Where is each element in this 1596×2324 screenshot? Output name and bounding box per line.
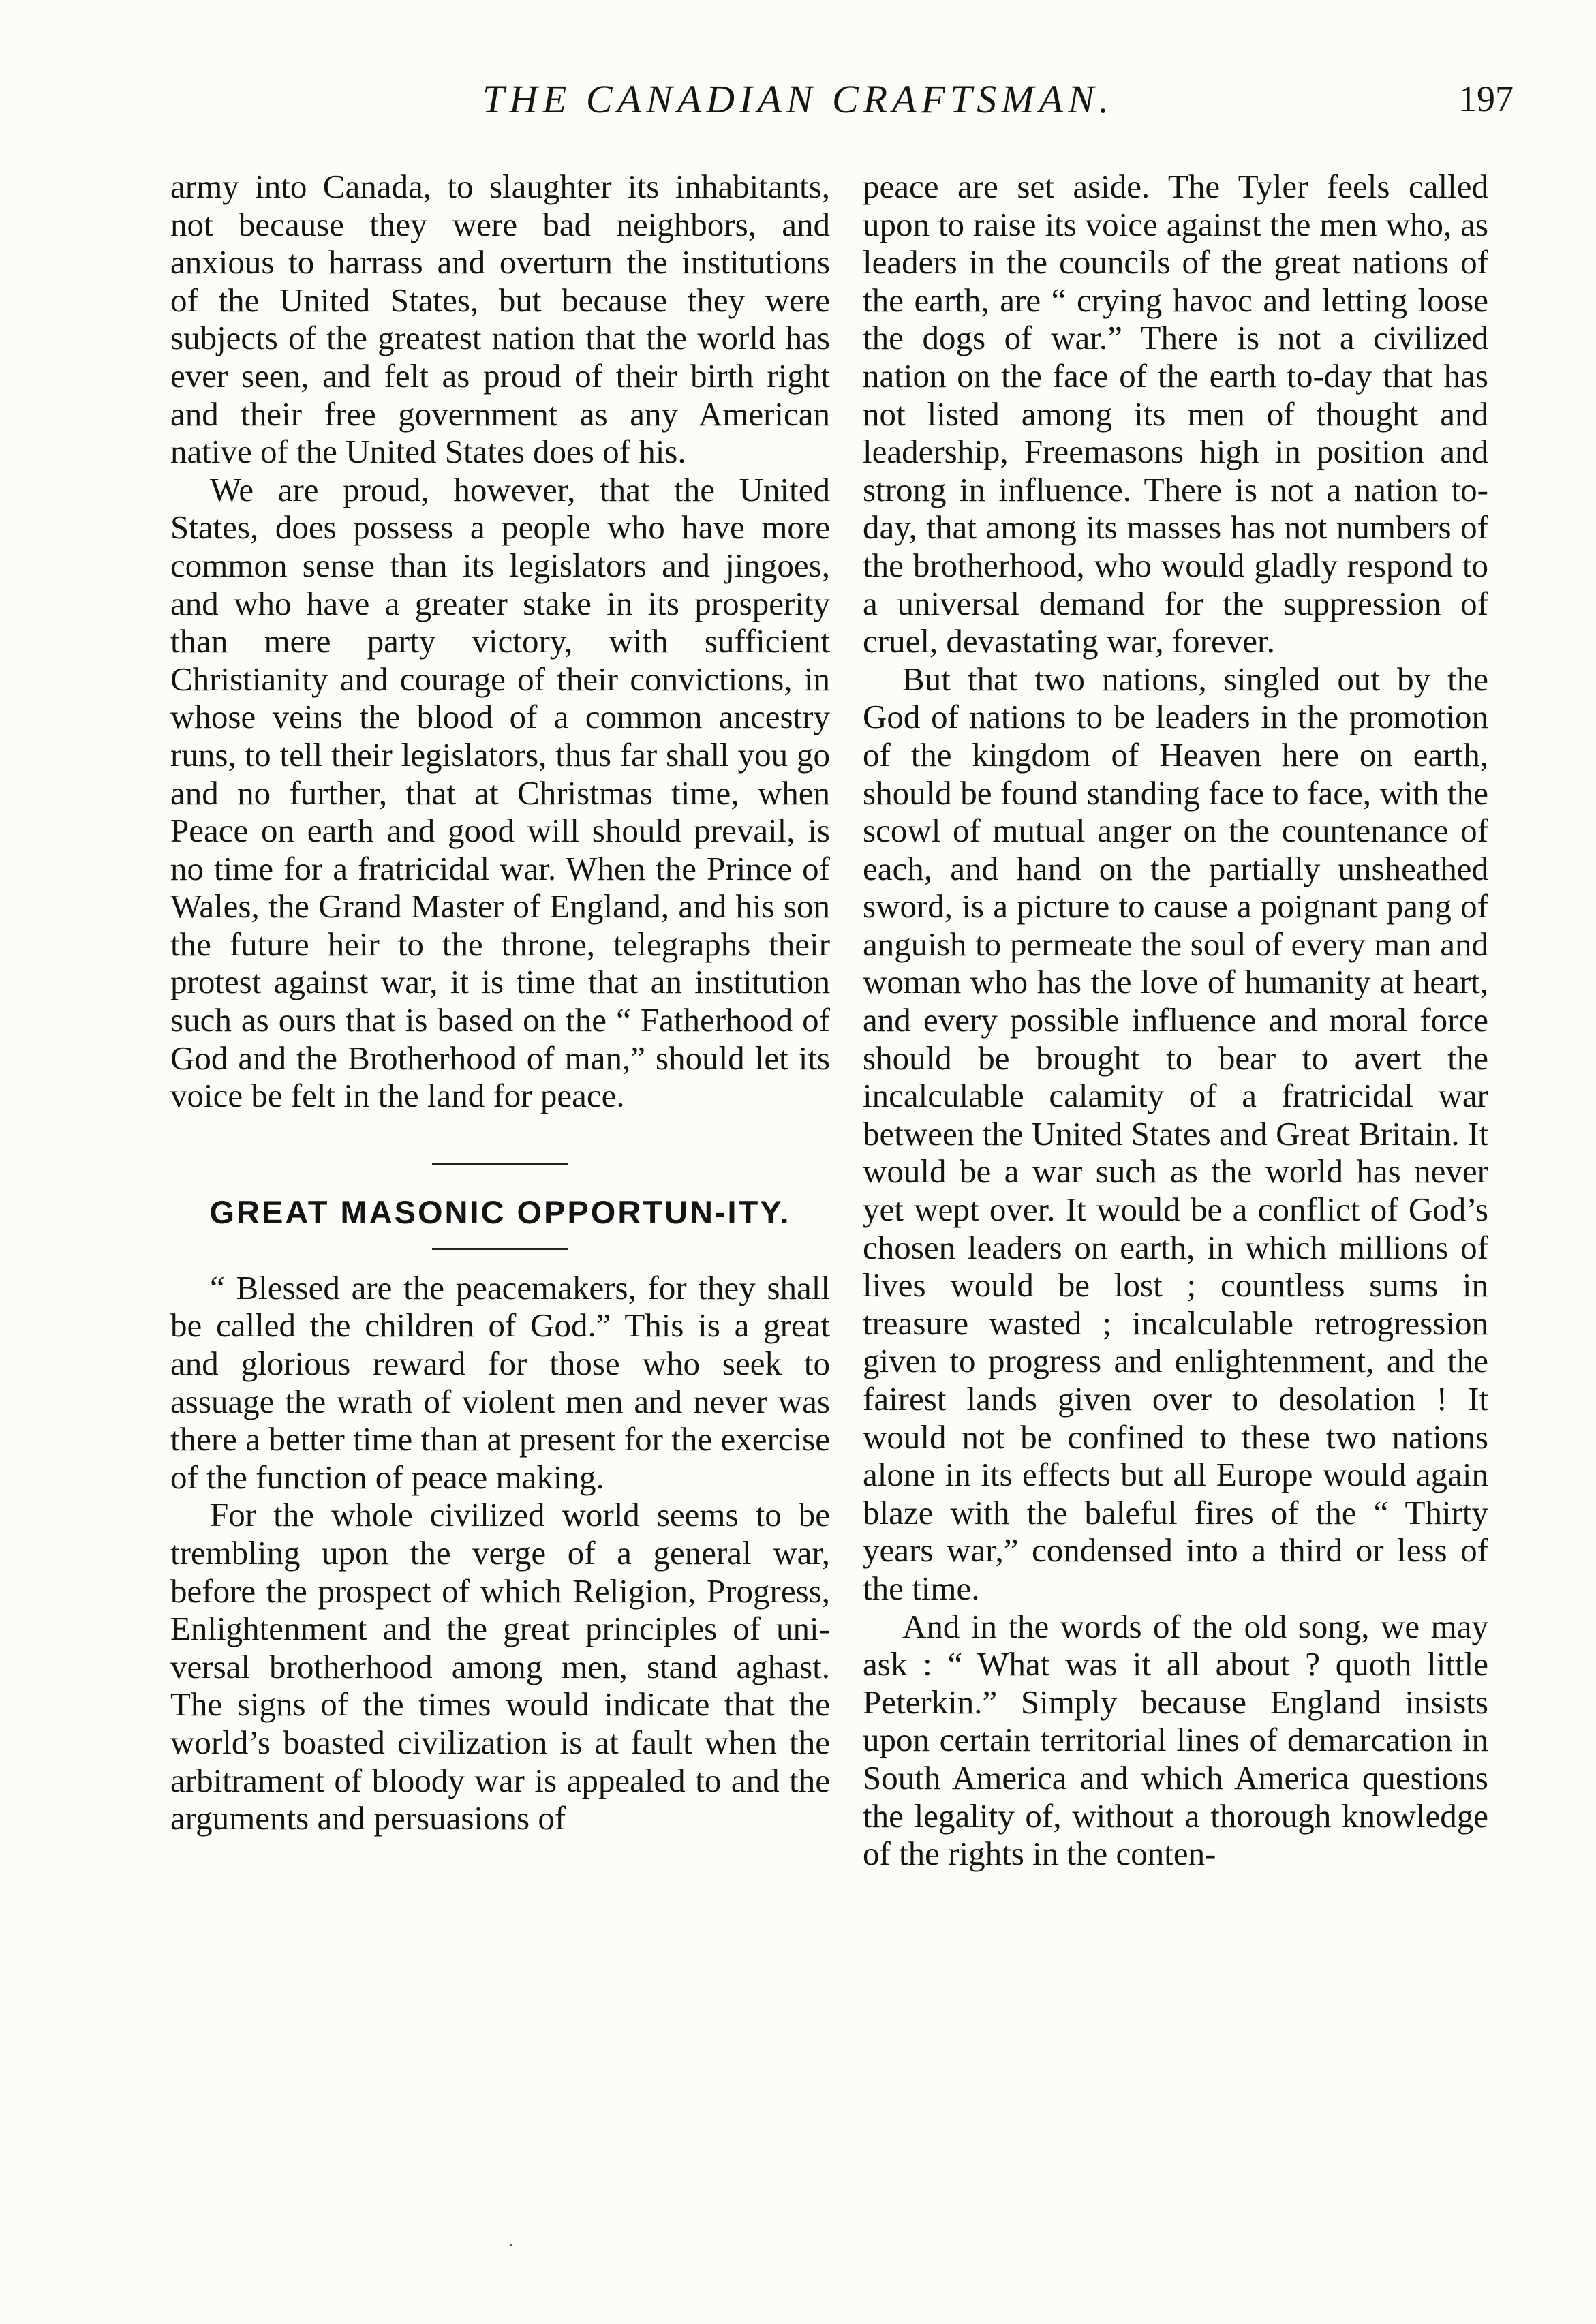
section-heading: GREAT MASONIC OPPORTUN-ITY. [209,1193,791,1230]
paragraph: “ Blessed are the peacemakers, for they shall be called the children of God.” This is a great and glorious reward for those who seek to assuage the wrath of violent men and never was there a better time than at present for the exercise of the function of peace making. [170,1268,830,1496]
paragraph: For the whole civilized world seems to be trembling upon the verge of a general war, before the prospect of which Religion, Progress, Enlightenment and the great principles of universal brotherhood among men, stand aghast. The signs of the times would indicate that the world’s boasted civilization is at fault when the arbitrament of bloody war is appealed to and the arguments and persuasions of [170,1496,830,1837]
paragraph: But that two nations, singled out by the God of nations to be leaders in the promotion of the kingdom of Heaven here on earth, should be found standing face to face, with the scowl of mutual anger on the countenance of each, and hand on the partially unsheathed sword, is a picture to cause a poignant pang of anguish to permeate the soul of every man and woman who has the love of humanity at heart, and every possible influence and moral force should be brought to bear to avert the incalculable calamity of a fratricidal war between the United States and Great Britain. It would be a war such as the world has never yet wept over. It would be a conflict of God’s chosen leaders on earth, in which millions of lives would be lost ; countless sums in treasure wasted ; incalculable retrogression given to progress and enlightenment, and the fairest lands given over to desolation ! It would not be confined to these two nations alone in its effects but all Europe would again blaze with the baleful fires of the “ Thirty years war,” condensed into a third or less of the time. [863,660,1488,1607]
left-column [170,168,830,1837]
print-speck [510,2244,512,2246]
section-divider [432,1163,568,1165]
paragraph: army into Canada, to slaughter its inhabitants, not because they were bad neighbors, and anxious to harrass and overturn the institutions of the United States, but because they were subjects of the greatest nation that the world has ever seen, and felt as proud of their birth right and their free government as any American native of the United States does of his. [170,168,830,471]
running-title: THE CANADIAN CRAFTSMAN. [482,77,1114,121]
paragraph: peace are set aside. The Tyler feels called upon to raise its voice against the men who, as leaders in the councils of the great nations of the earth, are “ crying havoc and letting loose the dogs of war.” There is not a civilized nation on the face of the earth to-day that has not listed among its men of thought and leadership, Freemasons high in position and strong in influence. There is not a nation today, that among its masses has not numbers of the brotherhood, who would gladly respond to a universal demand for the suppression of cruel, devastating war, forever. [863,168,1488,660]
page-number: 197 [1458,78,1514,119]
paragraph: We are proud, however, that the United States, does possess a people who have more common sense than its legislators and jingoes, and who have a greater stake in its prosperity than mere party victory, with sufficient Christianity and courage of their convictions, in whose veins the blood of a common ancestry runs, to tell their legislators, thus far shall you go and no further, that at Christmas time, when Peace on earth and good will should prevail, is no time for a fratricidal war. When the Prince of Wales, the Grand Master of England, and his son the future heir to the throne, telegraphs their protest against war, it is time that an institution such as ours that is based on the “ Fatherhood of God and the Brotherhood of man,” should let its voice be felt in the land for peace. [170,470,830,1115]
section-divider [432,1248,568,1250]
paragraph: And in the words of the old song, we may ask : “ What was it all about ? quoth little Peterkin.” Simply because England insists upon certain territorial lines of demarcation in South America and which America questions the legality of, without a thorough knowledge of the rights in the conten- [863,1607,1488,1873]
right-column [863,168,1488,1873]
